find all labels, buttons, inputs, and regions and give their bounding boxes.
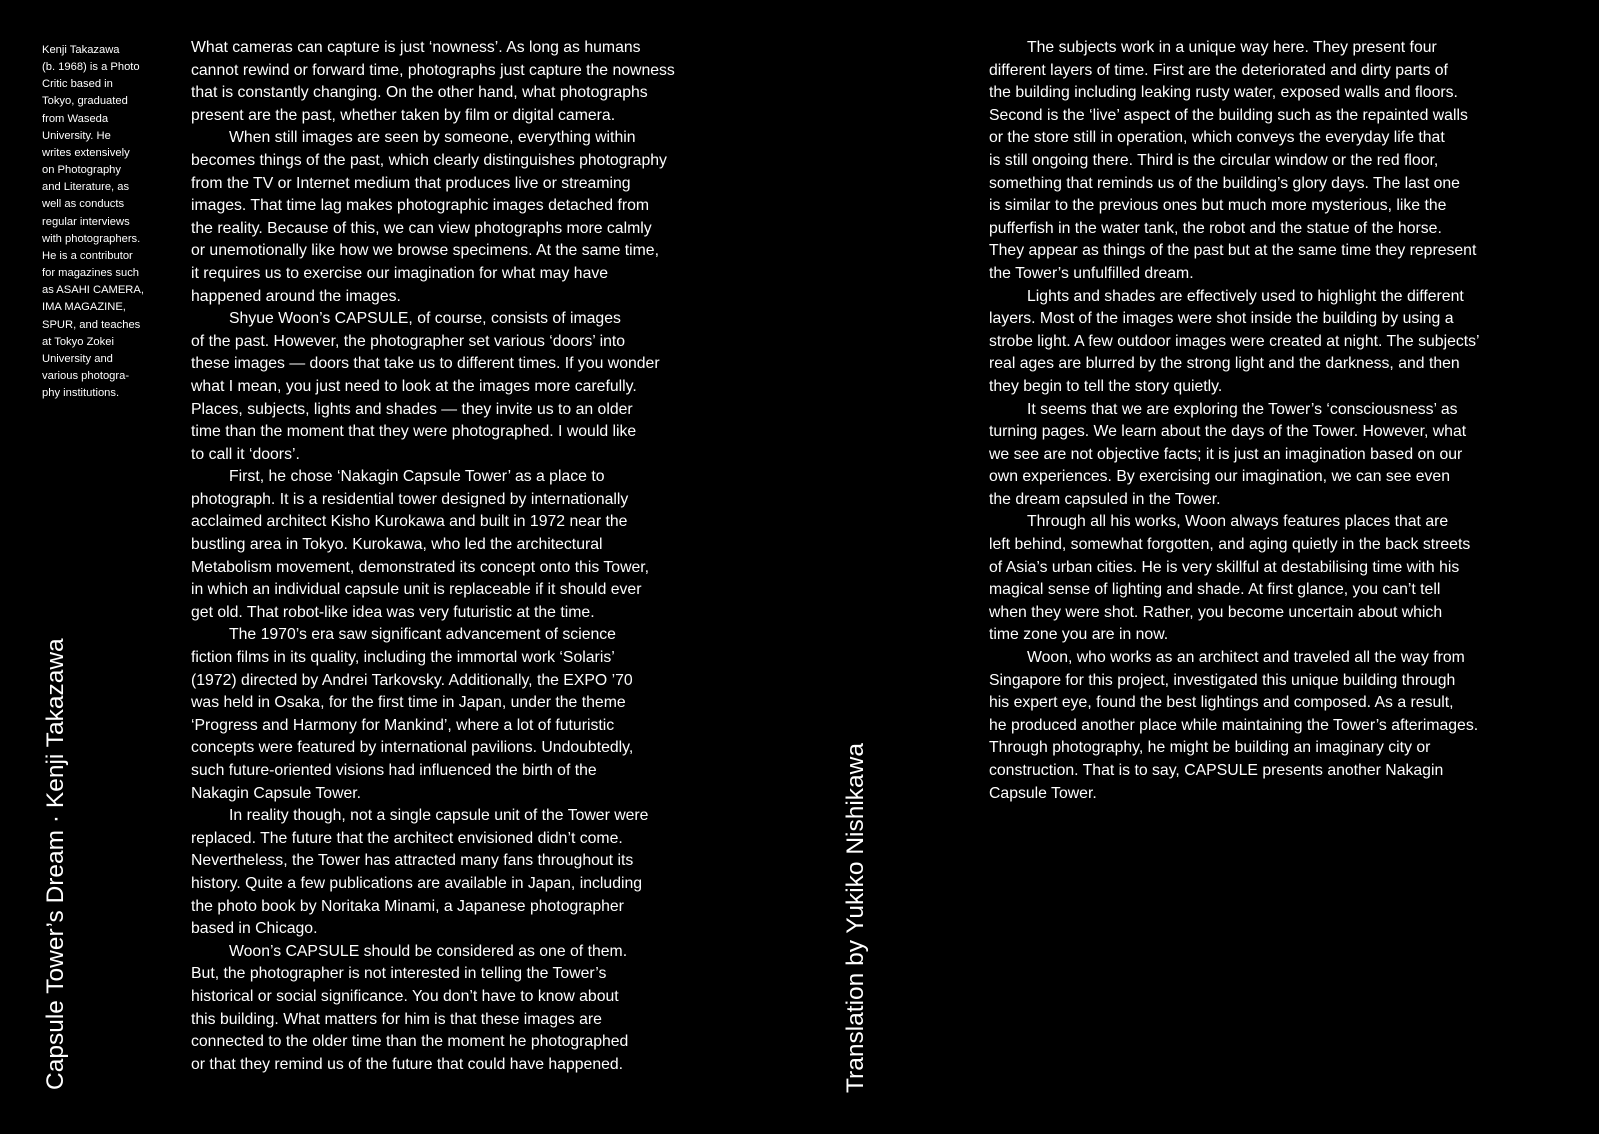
text-line: it requires us to exercise our imagination for what may have xyxy=(191,264,609,282)
text-line: Singapore for this project, investigated this unique building through xyxy=(989,671,1456,689)
text-line: In reality though, not a single capsule unit of the Tower were xyxy=(229,807,649,825)
text-line: Woon, who works as an architect and traveled all the way from xyxy=(1027,649,1465,667)
bio-line: at Tokyo Zokei xyxy=(42,335,114,348)
text-line: The subjects work in a unique way here. They present four xyxy=(1027,39,1437,56)
bio-line: University. He xyxy=(42,129,111,142)
bio-line: phy institutions. xyxy=(42,387,120,400)
text-line: Metabolism movement, demonstrated its concept onto this Tower, xyxy=(191,558,650,576)
bio-line: regular interviews xyxy=(42,215,130,228)
paragraph xyxy=(191,941,771,1077)
text-line: that is constantly changing. On the other hand, what photographs xyxy=(191,84,648,102)
bio-line: writes extensively xyxy=(42,146,130,159)
text-line: such future-oriented visions had influenced the birth of the xyxy=(191,762,597,779)
text-line: they begin to tell the story quietly. xyxy=(989,377,1223,395)
text-line: left behind, somewhat forgotten, and aging quietly in the back streets xyxy=(989,536,1471,554)
text-line: strobe light. A few outdoor images were created at night. The subjects’ xyxy=(989,332,1480,350)
text-line: or the store still in operation, which conveys the everyday life that xyxy=(989,129,1445,147)
essay-body-left xyxy=(191,37,771,1076)
text-line: photograph. It is a residential tower designed by internationally xyxy=(191,490,629,508)
text-line: from the TV or Internet medium that produces live or streaming xyxy=(191,174,631,192)
text-line: we see are not objective facts; it is just an imagination based on our xyxy=(989,445,1463,463)
text-line: historical or social significance. You don’t have to know about xyxy=(191,987,619,1005)
paragraph xyxy=(989,511,1569,647)
text-line: (1972) directed by Andrei Tarkovsky. Additionally, the EXPO ’70 xyxy=(191,671,633,689)
bio-line: (b. 1968) is a Photo xyxy=(42,61,140,74)
bio-line: various photogra- xyxy=(42,369,130,382)
text-line: time zone you are in now. xyxy=(989,626,1169,644)
essay-body-right xyxy=(989,37,1569,805)
text-line: fiction films in its quality, including the immortal work ‘Solaris’ xyxy=(191,649,615,667)
text-line: the Tower’s unfulfilled dream. xyxy=(989,264,1194,282)
text-line: the photo book by Noritaka Minami, a Japanese photographer xyxy=(191,897,624,915)
bio-line: Kenji Takazawa xyxy=(42,44,120,56)
text-line: is still ongoing there. Third is the circular window or the red floor, xyxy=(989,151,1439,169)
text-line: this building. What matters for him is that these images are xyxy=(191,1010,602,1028)
text-line: bustling area in Tokyo. Kurokawa, who led the architectural xyxy=(191,536,603,554)
text-line: pufferfish in the water tank, the robot and the statue of the horse. xyxy=(989,219,1442,237)
text-line: something that reminds us of the building’s glory days. The last one xyxy=(989,174,1460,192)
text-line: cannot rewind or forward time, photographs just capture the nowness xyxy=(191,61,675,79)
text-line: Woon’s CAPSULE should be considered as one of them. xyxy=(229,942,628,960)
text-line: the reality. Because of this, we can view photographs more calmly xyxy=(191,219,652,237)
text-line: present are the past, whether taken by film or digital camera. xyxy=(191,106,616,124)
text-line: Lights and shades are effectively used to highlight the different xyxy=(1027,287,1464,305)
text-line: based in Chicago. xyxy=(191,920,318,938)
text-line: replaced. The future that the architect envisioned didn’t come. xyxy=(191,829,623,847)
paragraph xyxy=(191,127,771,308)
bio-line: Critic based in xyxy=(42,78,113,91)
text-line: when they were shot. Rather, you become uncertain about which xyxy=(989,603,1443,621)
translator-credit-vertical: Translation by Yukiko Nishikawa xyxy=(842,743,869,1093)
text-line: magical sense of lighting and shade. At first glance, you can’t tell xyxy=(989,581,1441,599)
text-line: is similar to the previous ones but much more mysterious, like the xyxy=(989,197,1447,215)
text-line: happened around the images. xyxy=(191,287,401,305)
text-line: Shyue Woon’s CAPSULE, of course, consists of images xyxy=(229,310,621,328)
text-line: what I mean, you just need to look at the images more carefully. xyxy=(191,377,637,395)
text-line: was held in Osaka, for the first time in Japan, under the theme xyxy=(191,694,626,712)
text-line: Nakagin Capsule Tower. xyxy=(191,784,362,802)
text-line: But, the photographer is not interested in telling the Tower’s xyxy=(191,965,607,983)
text-line: layers. Most of the images were shot inside the building by using a xyxy=(989,310,1454,328)
text-line: Second is the ‘live’ aspect of the building such as the repainted walls xyxy=(989,106,1468,124)
text-line: or unemotionally like how we browse specimens. At the same time, xyxy=(191,242,659,260)
text-line: the building including leaking rusty water, exposed walls and floors. xyxy=(989,84,1458,102)
text-line: these images — doors that take us to different times. If you wonder xyxy=(191,355,660,373)
text-line: history. Quite a few publications are available in Japan, including xyxy=(191,874,643,892)
bio-line: Tokyo, graduated xyxy=(42,95,128,108)
text-line: Capsule Tower. xyxy=(989,784,1097,802)
text-line: When still images are seen by someone, everything within xyxy=(229,129,636,147)
text-line: of the past. However, the photographer set various ‘doors’ into xyxy=(191,332,626,350)
bio-line: SPUR, and teaches xyxy=(42,318,141,331)
bio-line: and Literature, as xyxy=(42,181,130,194)
text-line: his expert eye, found the best lightings and composed. As a result, xyxy=(989,694,1454,712)
bio-line: He is a contributor xyxy=(42,249,133,262)
text-line: or that they remind us of the future that could have happened. xyxy=(191,1055,624,1073)
text-line: images. That time lag makes photographic images detached from xyxy=(191,197,650,215)
author-bio xyxy=(42,42,172,402)
paragraph xyxy=(191,624,771,805)
text-line: Nevertheless, the Tower has attracted many fans throughout its xyxy=(191,852,634,870)
bio-line: IMA MAGAZINE, xyxy=(42,301,126,314)
text-line: acclaimed architect Kisho Kurokawa and built in 1972 near the xyxy=(191,513,628,531)
text-line: It seems that we are exploring the Tower’s ‘consciousness’ as xyxy=(1027,400,1458,418)
text-line: in which an individual capsule unit is replaceable if it should ever xyxy=(191,581,642,599)
paragraph xyxy=(191,466,771,624)
text-line: ‘Progress and Harmony for Mankind’, where a lot of futuristic xyxy=(191,716,615,734)
text-line: own experiences. By exercising our imagination, we can see even xyxy=(989,468,1450,486)
text-line: What cameras can capture is just ‘nowness’. As long as humans xyxy=(191,39,641,56)
text-line: he produced another place while maintaining the Tower’s afterimages. xyxy=(989,716,1479,734)
text-line: Places, subjects, lights and shades — they invite us to an older xyxy=(191,400,633,418)
text-line: First, he chose ‘Nakagin Capsule Tower’ as a place to xyxy=(229,468,605,486)
text-line: the dream capsuled in the Tower. xyxy=(989,490,1221,508)
text-line: construction. That is to say, CAPSULE presents another Nakagin xyxy=(989,762,1444,779)
paragraph xyxy=(989,37,1569,286)
bio-line: from Waseda xyxy=(42,112,109,125)
text-line: get old. That robot-like idea was very futuristic at the time. xyxy=(191,603,595,621)
paragraph xyxy=(191,805,771,941)
bio-line: for magazines such xyxy=(42,267,140,280)
text-line: real ages are blurred by the strong light and the darkness, and then xyxy=(989,355,1460,373)
text-line: of Asia’s urban cities. He is very skillful at destabilising time with his xyxy=(989,558,1460,576)
text-line: to call it ‘doors’. xyxy=(191,445,300,463)
bio-line: with photographers. xyxy=(42,232,141,245)
bio-line: as ASAHI CAMERA, xyxy=(42,284,144,297)
text-line: They appear as things of the past but at the same time they represent xyxy=(989,242,1477,260)
bio-line: on Photography xyxy=(42,164,121,177)
text-line: The 1970’s era saw significant advancement of science xyxy=(229,626,616,644)
text-line: Through photography, he might be building an imaginary city or xyxy=(989,739,1431,757)
paragraph xyxy=(989,647,1569,805)
bio-line: well as conducts xyxy=(42,198,125,211)
text-line: Through all his works, Woon always features places that are xyxy=(1027,513,1449,531)
paragraph xyxy=(191,308,771,466)
paragraph xyxy=(989,286,1569,399)
text-line: time than the moment that they were photographed. I would like xyxy=(191,423,637,441)
text-line: turning pages. We learn about the days of the Tower. However, what xyxy=(989,423,1467,441)
bio-line: University and xyxy=(42,352,113,365)
text-line: different layers of time. First are the deteriorated and dirty parts of xyxy=(989,61,1448,79)
paragraph xyxy=(191,37,771,127)
text-line: concepts were featured by international pavilions. Undoubtedly, xyxy=(191,739,634,757)
text-line: connected to the older time than the moment he photographed xyxy=(191,1033,629,1051)
paragraph xyxy=(989,399,1569,512)
essay-title-vertical: Capsule Tower’s Dream · Kenji Takazawa xyxy=(42,638,69,1090)
text-line: becomes things of the past, which clearly distinguishes photography xyxy=(191,151,667,169)
